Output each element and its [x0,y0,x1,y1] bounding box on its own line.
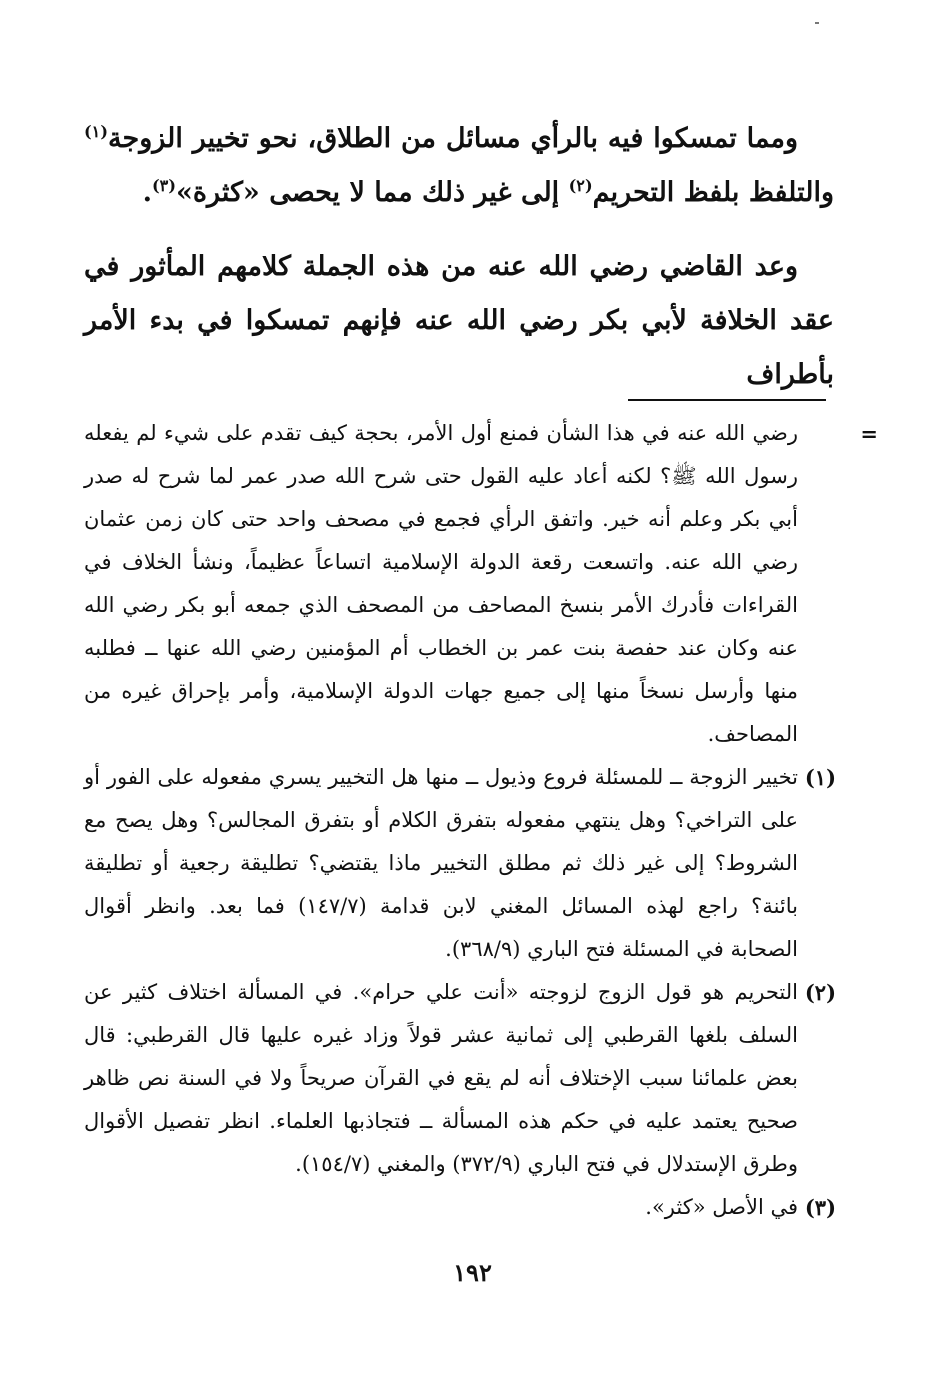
footnote-number: (٢) [804,980,836,1005]
footnote-text: رضي الله عنه في هذا الشأن فمنع أول الأمر، بحجة كيف تقدم على شيء لم يفعله رسول الله ﷺ؟ لكنه أعاد عليه القول حتى شرح الله صدر عمر لما شرح له صدر أبي بكر وعلم أنه خير. واتفق الرأي فجمع في مصحف واحد حتى كان زمن عثمان رضي الله عنه. واتسعت رقعة الدولة الإسلامية اتساعاً عظيماً، ونشأ الخلاف في القراءات فأدرك الأمر بنسخ المصاحف من المصحف الذي جمعه أبو بكر رضي الله عنه وكان عند حفصة بنت عمر بن الخطاب أم المؤمنين رضي الله عنها ــ فطلبه منها وأرسل نسخاً منها إلى جميع جهات الدولة الإسلامية، وأمر بإحراق غيره من المصاحف. [84,421,798,746]
footnote-ref-2[interactable]: (٢) [568,176,593,195]
footnote-text: تخيير الزوجة ــ للمسئلة فروع وذيول ــ منها هل التخيير يسري مفعوله على الفور أو على التراخي؟ وهل ينتهي مفعوله بتفرق الكلام أو بتفرق المجالس؟ وهل يصح مع الشروط؟ إلى غير ذلك ثم مطلق التخيير ماذا يقتضي؟ تطليقة رجعية أو تطليقة بائنة؟ راجع لهذه المسائل المغني لابن قدامة (١٤٧/٧) فما بعد. وانظر أقوال الصحابة في المسئلة فتح الباري (٣٦٨/٩). [84,765,799,961]
para1-text-d: . [142,177,152,208]
paragraph-2: وعد القاضي رضي الله عنه من هذه الجملة كلامهم المأثور في عقد الخلافة لأبي بكر رضي الله عنه فإنهم تمسكوا في بدء الأمر بأطراف [84,251,834,390]
footnote-number: (١) [804,765,836,790]
footnote-ref-1[interactable]: (١) [84,122,109,141]
footnote-continuation [84,412,878,756]
page-number: ١٩٢ [453,1258,492,1287]
footnote-text: في الأصل «كثر». [645,1195,798,1219]
speck [815,22,819,24]
footnote-separator [628,399,826,401]
footnote-number: = [860,421,878,446]
para1-text-a: ومما تمسكوا فيه بالرأي مسائل من الطلاق، نحو تخيير الزوجة [108,123,798,154]
footnote-2 [84,971,836,1186]
para1-text-b: والتلفظ بلفظ التحريم [592,177,834,208]
footnote-3 [84,1186,836,1229]
footnote-ref-3[interactable]: (٣) [151,176,177,195]
para1-text-c: إلى غير ذلك مما لا يحصى «كثرة» [176,177,569,208]
footnote-1 [84,756,836,971]
footnotes [84,412,878,1229]
main-text [84,112,834,422]
footnote-number: (٣) [804,1195,836,1220]
paragraph-1 [84,112,834,220]
footnote-text: التحريم هو قول الزوج لزوجته «أنت علي حرام». في المسألة اختلاف كثير عن السلف بلغها القرطبي إلى ثمانية عشر قولاً وزاد غيره عليها قال القرطبي: قال بعض علمائنا سبب الإختلاف أنه لم يقع في القرآن صريحاً ولا في السنة نص ظاهر صحيح يعتمد عليه في حكم هذه المسألة ــ فتجاذبها العلماء. انظر تفصيل الأقوال وطرق الإستدلال في فتح الباري (٣٧٢/٩) والمغني (١٥٤/٧). [84,980,798,1176]
